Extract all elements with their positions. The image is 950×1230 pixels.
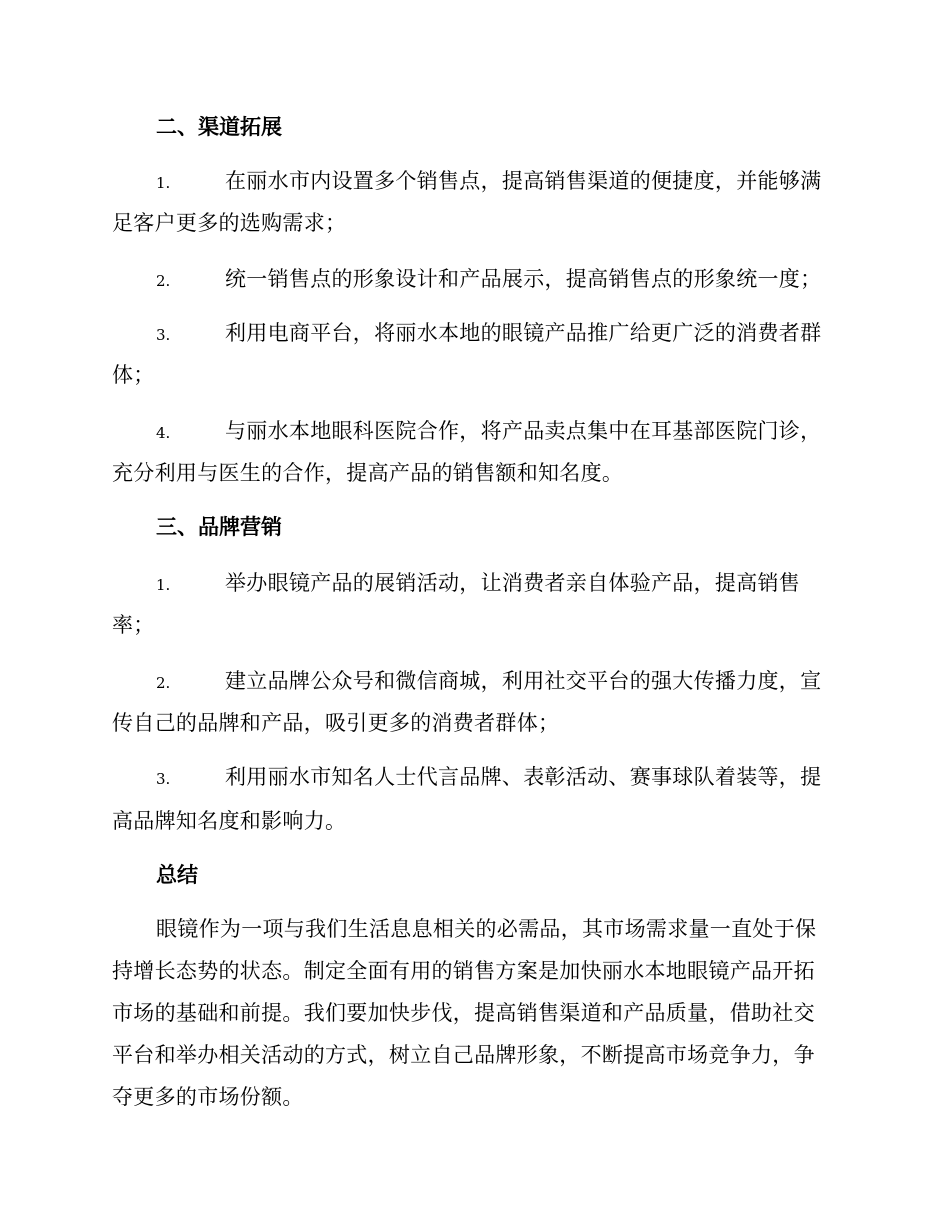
list-item-text: 利用电商平台，将丽水本地的眼镜产品推广给更广泛的消费者群 <box>225 321 822 345</box>
section-heading-summary: 总结 <box>156 862 198 887</box>
list-item-number: 4. <box>156 424 171 442</box>
list-item-text-continued: 传自己的品牌和产品，吸引更多的消费者群体； <box>112 711 560 735</box>
list-item-number: 2. <box>156 674 171 692</box>
list-item-text-continued: 充分利用与医生的合作，提高产品的销售额和知名度。 <box>112 461 624 485</box>
list-item-text: 与丽水本地眼科医院合作，将产品卖点集中在耳基部医院门诊， <box>225 419 822 443</box>
list-item-text-continued: 高品牌知名度和影响力。 <box>112 809 347 833</box>
list-item-text: 举办眼镜产品的展销活动，让消费者亲自体验产品，提高销售 <box>225 571 801 595</box>
section-heading-channel-expansion: 二、渠道拓展 <box>156 114 282 139</box>
summary-paragraph-line: 眼镜作为一项与我们生活息息相关的必需品，其市场需求量一直处于保 <box>156 917 817 941</box>
list-item-text: 在丽水市内设置多个销售点，提高销售渠道的便捷度，并能够满 <box>225 169 822 193</box>
list-item-text: 统一销售点的形象设计和产品展示，提高销售点的形象统一度； <box>225 267 822 291</box>
summary-paragraph-line: 夺更多的市场份额。 <box>112 1085 304 1109</box>
list-item-number: 3. <box>156 770 171 788</box>
list-item-text-continued: 体； <box>112 363 155 387</box>
list-item-number: 2. <box>156 272 171 290</box>
list-item-number: 3. <box>156 326 171 344</box>
list-item-number: 1. <box>156 174 171 192</box>
summary-paragraph-line: 平台和举办相关活动的方式，树立自己品牌形象，不断提高市场竞争力，争 <box>112 1043 815 1067</box>
list-item-text: 利用丽水市知名人士代言品牌、表彰活动、赛事球队着装等，提 <box>225 765 822 789</box>
list-item-text-continued: 率； <box>112 613 155 637</box>
summary-paragraph-line: 持增长态势的状态。制定全面有用的销售方案是加快丽水本地眼镜产品开拓 <box>112 959 815 983</box>
summary-paragraph-line: 市场的基础和前提。我们要加快步伐，提高销售渠道和产品质量，借助社交 <box>112 1001 815 1025</box>
list-item-text-continued: 足客户更多的选购需求； <box>112 211 347 235</box>
section-heading-brand-marketing: 三、品牌营销 <box>156 514 282 539</box>
list-item-number: 1. <box>156 576 171 594</box>
list-item-text: 建立品牌公众号和微信商城，利用社交平台的强大传播力度，宣 <box>225 669 822 693</box>
